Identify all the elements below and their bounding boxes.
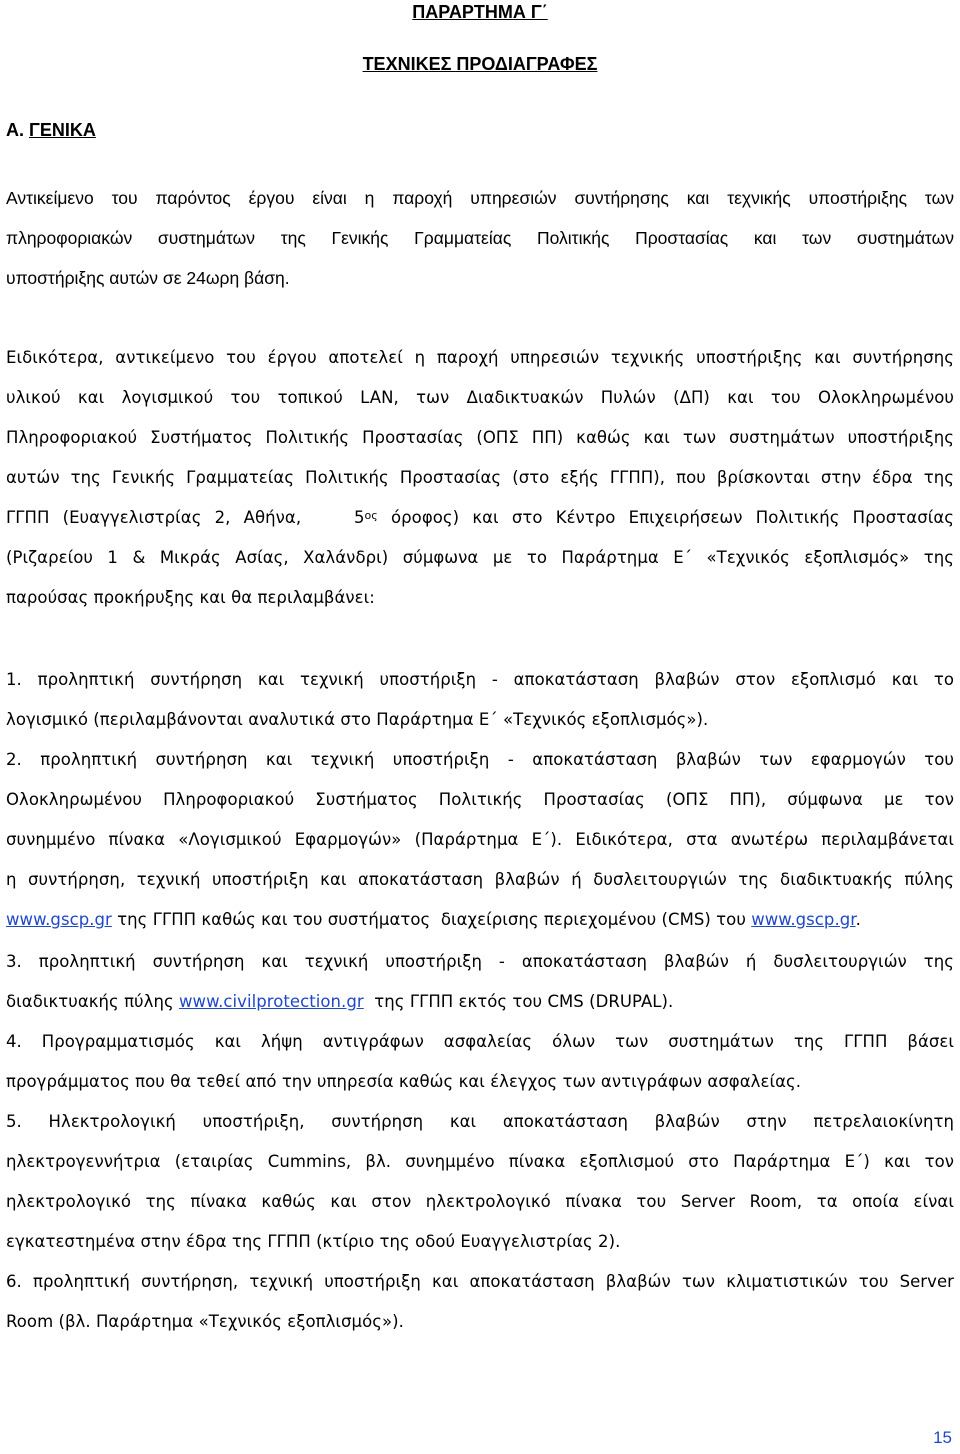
para2-line-4: αυτών της Γενικής Γραμματείας Πολιτικής Προστασίας (στο εξής ΓΓΠΠ), που βρίσκονται στην έδρα της bbox=[6, 468, 954, 487]
civilprotection-link[interactable]: www.civilprotection.gr bbox=[179, 992, 364, 1011]
item-2-line-5-mid: της ΓΓΠΠ καθώς και του συστήματος διαχείρισης περιεχομένου (CMS) του bbox=[111, 910, 752, 929]
para2-line-1: Ειδικότερα, αντικείμενο του έργου αποτελεί η παροχή υπηρεσιών τεχνικής υποστήριξης και συντήρησης bbox=[6, 348, 954, 367]
item-2-line-2: Ολοκληρωμένου Πληροφοριακού Συστήματος Πολιτικής Προστασίας (ΟΠΣ ΠΠ), σύμφωνα με τον bbox=[6, 790, 954, 809]
item-3-line-2 bbox=[6, 990, 954, 1014]
intro-line-3: υποστήριξης αυτών σε 24ωρη βάση. bbox=[6, 268, 290, 288]
para2-line-3: Πληροφοριακού Συστήματος Πολιτικής Προστασίας (ΟΠΣ ΠΠ) καθώς και των συστημάτων υποστήριξης bbox=[6, 428, 954, 447]
para2-line-5-after: όροφος) και στο Κέντρο Επιχειρήσεων Πολιτικής Προστασίας bbox=[377, 508, 954, 527]
item-2-line-4: η συντήρηση, τεχνική υποστήριξη και αποκατάσταση βλαβών ή δυσλειτουργιών της διαδικτυακής πύλης bbox=[6, 870, 954, 889]
item-1-line-2: λογισμικό (περιλαμβάνονται αναλυτικά στο Παράρτημα Ε΄ «Τεχνικός εξοπλισμός»). bbox=[6, 710, 709, 729]
item-4-line-2: προγράμματος που θα τεθεί από την υπηρεσία καθώς και έλεγχος των αντιγράφων ασφαλείας. bbox=[6, 1072, 802, 1091]
item-2-line-5-end: . bbox=[855, 910, 861, 929]
item-3-line-1: 3. προληπτική συντήρηση και τεχνική υποστήριξη - αποκατάσταση βλαβών ή δυσλειτουργιών της bbox=[6, 952, 954, 971]
item-2-line-5 bbox=[6, 908, 954, 932]
para2-line-2: υλικού και λογισμικού του τοπικού LAN, των Διαδικτυακών Πυλών (ΔΠ) και του Ολοκληρωμένου bbox=[6, 388, 954, 407]
item-6-line-1: 6. προληπτική συντήρηση, τεχνική υποστήριξη και αποκατάσταση βλαβών των κλιματιστικών του Server bbox=[6, 1272, 954, 1291]
para2-line-6: (Ριζαρείου 1 & Μικράς Ασίας, Χαλάνδρι) σύμφωνα με το Παράρτημα Ε΄ «Τεχνικός εξοπλισμός» της bbox=[6, 548, 954, 567]
item-5-line-1: 5. Ηλεκτρολογική υποστήριξη, συντήρηση και αποκατάσταση βλαβών στην πετρελαιοκίνητη bbox=[6, 1112, 954, 1131]
gscp-link[interactable]: www.gscp.gr bbox=[6, 910, 112, 929]
para2-line-5-before: ΓΓΠΠ (Ευαγγελιστρίας 2, Αθήνα, 5 bbox=[6, 508, 365, 527]
annex-title: ΠΑΡΑΡΤΗΜΑ Γ΄ bbox=[412, 2, 548, 22]
spec-title: ΤΕΧΝΙΚΕΣ ΠΡΟΔΙΑΓΡΑΦΕΣ bbox=[362, 54, 598, 74]
gscp-cms-link[interactable]: www.gscp.gr bbox=[751, 910, 856, 929]
item-1-line-1: 1. προληπτική συντήρηση και τεχνική υποστήριξη - αποκατάσταση βλαβών στον εξοπλισμό και το bbox=[6, 670, 954, 689]
page-number: 15 bbox=[933, 1428, 952, 1447]
item-5-line-2: ηλεκτρογεννήτρια (εταιρίας Cummins, βλ. συνημμένο πίνακα εξοπλισμού στο Παράρτημα Ε΄) και τον bbox=[6, 1152, 954, 1171]
para2-line-7: παρούσας προκήρυξης και θα περιλαμβάνει: bbox=[6, 588, 375, 607]
item-2-line-3: συνημμένο πίνακα «Λογισμικού Εφαρμογών» (Παράρτημα Ε΄). Ειδικότερα, στα ανωτέρω περιλαμβάνεται bbox=[6, 830, 954, 849]
item-3-line-2-before: διαδικτυακής πύλης bbox=[6, 992, 180, 1011]
item-2-line-1: 2. προληπτική συντήρηση και τεχνική υποστήριξη - αποκατάσταση βλαβών των εφαρμογών του bbox=[6, 750, 954, 769]
para2-line-5 bbox=[6, 506, 954, 530]
intro-line-1: Αντικείμενο του παρόντος έργου είναι η παροχή υπηρεσιών συντήρησης και τεχνικής υποστήριξης των bbox=[6, 188, 954, 208]
intro-line-2: πληροφοριακών συστημάτων της Γενικής Γραμματείας Πολιτικής Προστασίας και των συστημάτων bbox=[6, 228, 954, 248]
floor-ordinal: ος bbox=[364, 509, 378, 522]
item-5-line-4: εγκατεστημένα στην έδρα της ΓΓΠΠ (κτίριο της οδού Ευαγγελιστρίας 2). bbox=[6, 1232, 621, 1251]
section-heading bbox=[6, 118, 96, 142]
item-3-line-2-after: της ΓΓΠΠ εκτός του CMS (DRUPAL). bbox=[363, 992, 674, 1011]
item-5-line-3: ηλεκτρολογικό της πίνακα καθώς και στον ηλεκτρολογικό πίνακα του Server Room, τα οποία είναι bbox=[6, 1192, 954, 1211]
section-prefix: Α. bbox=[6, 120, 24, 140]
item-4-line-1: 4. Προγραμματισμός και λήψη αντιγράφων ασφαλείας όλων των συστημάτων της ΓΓΠΠ βάσει bbox=[6, 1032, 954, 1051]
section-title: ΓΕΝΙΚΑ bbox=[29, 120, 96, 140]
item-6-line-2: Room (βλ. Παράρτημα «Τεχνικός εξοπλισμός»). bbox=[6, 1312, 404, 1331]
